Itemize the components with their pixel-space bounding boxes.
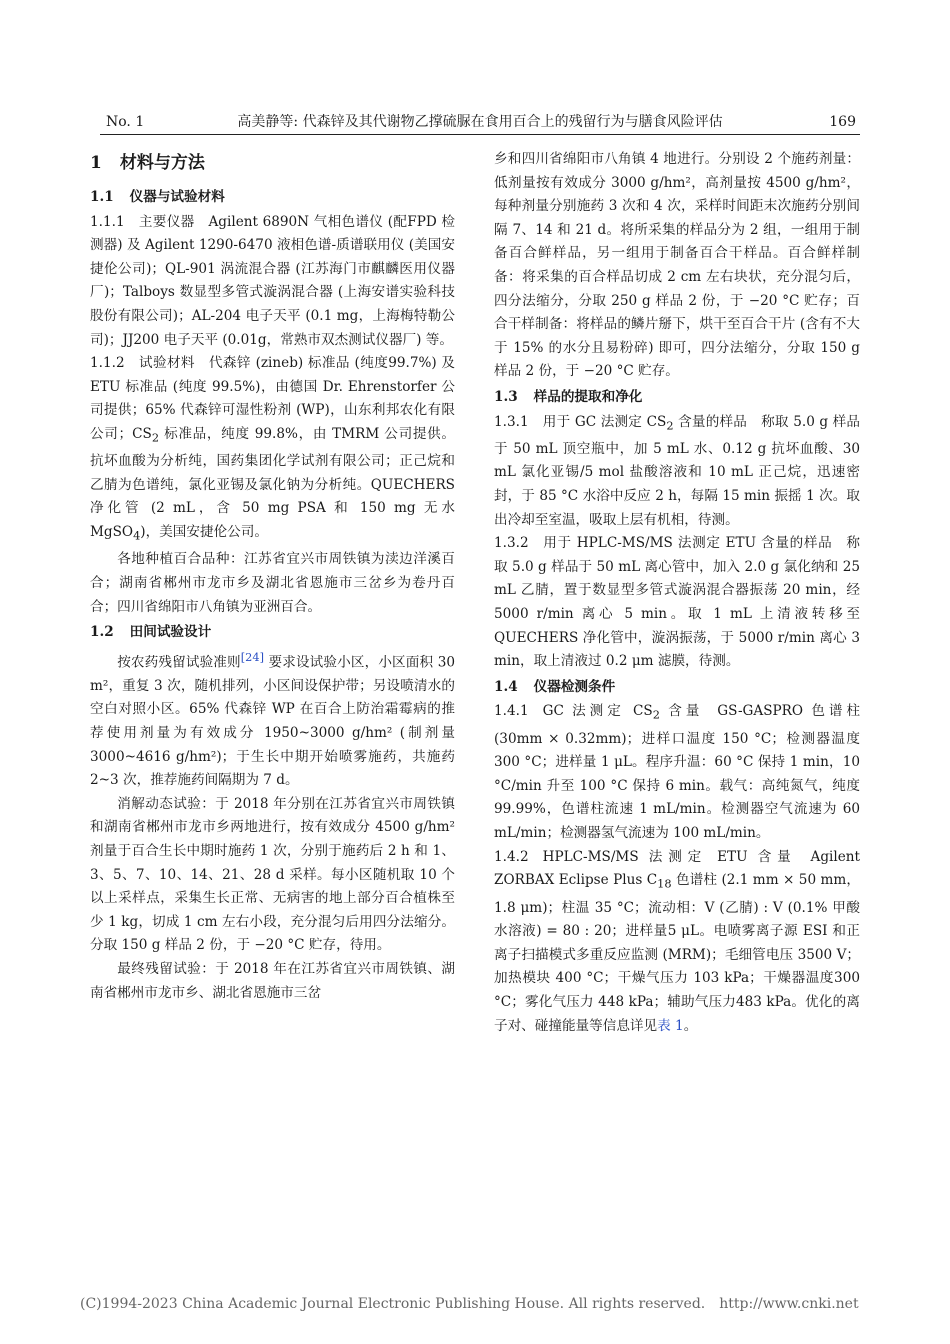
copyright-footer xyxy=(80,1296,859,1312)
paragraph-hplc-conditions: 1.4.2 HPLC-MS/MS 法测定 ETU 含量 Agilent ZORBAX Eclipse Plus $C_{18}$ 色谱柱 (2.1 mm × 50 mm，1.8 μm)；柱温 35 °C；流动相：V (乙腈) : V (0.1% 甲酸水溶液) = 80 : 20；进样量5 μL。电喷雾离子源 ESI 和正离子扫描模式多重反应监测 (MRM)；毛细管电压 3500 V；加热模块 400 °C；干燥气压力 103 kPa；干燥器温度300 °C；雾化气压力 448 kPa；辅助气压力483 kPa。优化的离子对、碰撞能量等信息详见表 1。 xyxy=(494,848,860,1034)
table-1-link[interactable]: 表 1 xyxy=(657,1017,684,1034)
paragraph-varieties: 各地种植百合品种：江苏省宜兴市周铁镇为渎边洋溪百合；湖南省郴州市龙市乡及湖北省恩施市三岔乡为卷丹百合；四川省绵阳市八角镇为亚洲百合。 xyxy=(90,551,455,615)
paragraph-dissipation: 消解动态试验：于 2018 年分别在江苏省宜兴市周铁镇和湖南省郴州市龙市乡两地进行，按有效成分 4500 g/hm² 剂量于百合生长中期时施药 1 次，分别于施药后 2 h 和 1、3、5、7、10、14、21、28 d 采样。每小区随机取 10 个以上采样点，采集生长正常、无病害的地上部分百合植株至少 1 kg，切成 1 cm 左右小段，充分混匀后用四分法缩分。分取 150 g 样品 2 份，于 −20 °C 贮存，待用。 xyxy=(90,795,455,954)
issue-number: No. 1 xyxy=(106,114,145,130)
running-title: 高美静等: 代森锌及其代谢物乙撑硫脲在食用百合上的残留行为与膳食风险评估 xyxy=(237,114,723,130)
section-heading-1-2: 1.2 田间试验设计 xyxy=(90,624,212,641)
paragraph-gc-sample: 1.3.1 用于 GC 法测定 $CS_2$ 含量的样品 称取 5.0 g 样品于 50 mL 顶空瓶中，加 5 mL 水、0.12 g 抗坏血酸、30 mL 氯化亚锡/5 mol 盐酸溶液和 10 mL 正己烷，迅速密封，于 85 °C 水浴中反应 2 h，每隔 15 min 振摇 1 次。取出冷却至室温，吸取上层有机相，待测。 xyxy=(494,413,860,528)
page-number: 169 xyxy=(829,114,856,130)
paragraph-final-residue-continued: 乡和四川省绵阳市八角镇 4 地进行。分别设 2 个施药剂量：低剂量按有效成分 3000 g/hm²，高剂量按 4500 g/hm²，每种剂量分别施药 3 次和 4 次，采样时间距末次施药分别间隔 7、14 和 21 d。将所采集的样品分为 2 组，一组用于制备百合鲜样品，另一组用于制备百合干样品。百合鲜样制备：将采集的百合样品切成 2 cm 左右块状，充分混匀后，四分法缩分，分取 250 g 样品 2 份，于 −20 °C 贮存；百合干样制备：将样品的鳞片掰下，烘干至百合干片 (含有不大于 15% 的水分且易粉碎) 即可，四分法缩分，分取 150 g 样品 2 份，于 −20 °C 贮存。 xyxy=(494,151,860,380)
paragraph-materials: 1.1.2 试验材料 代森锌 (zineb) 标准品 (纯度99.7%) 及 ETU 标准品 (纯度 99.5%)，由德国 Dr. Ehrenstorfer 公司提供；65% 代森锌可湿性粉剂 (WP)，山东利邦农化有限公司；$CS_2$ 标准品，纯度 99.8%，由 TMRM 公司提供。抗坏血酸为分析纯，国药集团化学试剂有限公司；正己烷和乙腈为色谱纯，氯化亚锡及氯化钠为分析纯。QUECHERS 净化管 (2 mL，含 50 mg PSA 和 150 mg 无水 MgSO$_4$)，美国安捷伦公司。 xyxy=(90,355,456,543)
left-column xyxy=(90,148,455,1005)
section-heading-1: 1 材料与方法 xyxy=(90,153,205,173)
section-heading-1-4: 1.4 仪器检测条件 xyxy=(494,678,616,695)
section-heading-1-3: 1.3 样品的提取和净化 xyxy=(494,388,643,405)
section-heading-1-1: 1.1 仪器与试验材料 xyxy=(90,189,225,205)
paragraph-final-residue: 最终残留试验：于 2018 年在江苏省宜兴市周铁镇、湖南省郴州市龙市乡、湖北省恩施市三岔 xyxy=(90,960,455,1001)
right-column xyxy=(494,148,860,1038)
paragraph-gc-conditions: 1.4.1 GC 法测定 $CS_2$ 含量 GS-GASPRO 色谱柱 (30mm × 0.32mm)；进样口温度 150 °C；检测器温度 300 °C；进样量 1 μL。程序升温：60 °C 保持 1 min，10 °C/min 升至 100 °C 保持 6 min。载气：高纯氮气，纯度 99.99%，色谱柱流速 1 mL/min。检测器空气流速为 60 mL/min；检测器氢气流速为 100 mL/min。 xyxy=(494,703,860,842)
copyright-text: (C)1994-2023 China Academic Journal Electronic Publishing House. All rights reserved. xyxy=(80,1296,706,1312)
cnki-link[interactable]: http://www.cnki.net xyxy=(719,1296,859,1312)
running-header xyxy=(100,112,860,135)
paragraph-field-design: 按农药残留试验准则[24] 要求设试验小区，小区面积 30 m²，重复 3 次，随机排列，小区间设保护带；另设喷清水的空白对照小区。65% 代森锌 WP 在百合上防治霜霉病的推荐使用剂量为有效成分 1950~3000 g/hm² (制剂量 3000~4616 g/hm²)；于生长中期开始喷雾施药，共施药 2~3 次，推荐施药间隔期为 7 d。 xyxy=(90,649,455,789)
reference-link[interactable]: [24] xyxy=(240,649,265,664)
paragraph-hplc-sample: 1.3.2 用于 HPLC-MS/MS 法测定 ETU 含量的样品 称取 5.0 g 样品于 50 mL 离心管中，加入 2.0 g 氯化纳和 25 mL 乙腈，置于数显型多管式漩涡混合器振荡 20 min，经 5000 r/min 离心 5 min。取 1 mL 上清液转移至 QUECHERS 净化管中，漩涡振荡，于 5000 r/min 离心 3 min，取上清液过 0.2 μm 滤膜，待测。 xyxy=(494,535,860,670)
paragraph-instruments: 1.1.1 主要仪器 Agilent 6890N 气相色谱仪 (配FPD 检测器) 及 Agilent 1290-6470 液相色谱-质谱联用仪 (美国安捷伦公司)；QL-901 涡流混合器 (江苏海门市麒麟医用仪器厂)；Talboys 数显型多管式漩涡混合器 (上海安谱实验科技股份有限公司)；AL-204 电子天平 (0.1 mg，上海梅特勒公司)；JJ200 电子天平 (0.01g，常熟市双杰测试仪器厂) 等。 xyxy=(90,213,456,348)
